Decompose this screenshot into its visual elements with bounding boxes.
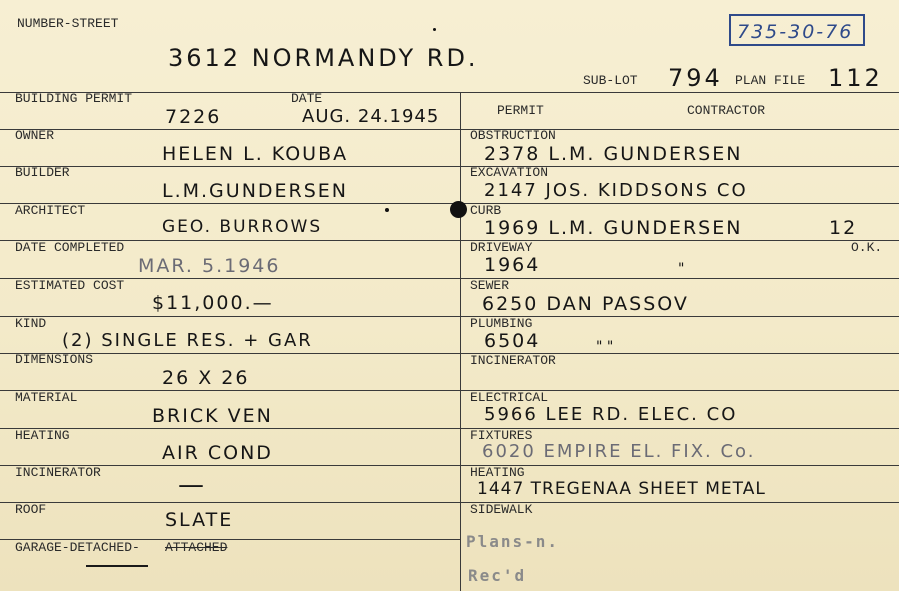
obstruction: 2378 L.M. GUNDERSEN bbox=[484, 143, 743, 165]
architect: GEO. BURROWS bbox=[162, 217, 323, 237]
kind-label: KIND bbox=[15, 316, 47, 331]
excavation-label: EXCAVATION bbox=[470, 165, 549, 180]
driveway: 1964 bbox=[484, 254, 541, 276]
material: BRICK VEN bbox=[152, 405, 273, 427]
architect-label: ARCHITECT bbox=[15, 203, 86, 218]
material-label: MATERIAL bbox=[15, 390, 78, 405]
garage-mark bbox=[86, 565, 148, 567]
garage-detached-label: GARAGE-DETACHED- bbox=[15, 540, 140, 555]
ink-speck bbox=[433, 28, 436, 31]
fixtures: 6020 EMPIRE EL. FIX. Co. bbox=[482, 441, 756, 462]
builder: L.M.GUNDERSEN bbox=[162, 180, 349, 202]
garage-attached-label: ATTACHED bbox=[165, 540, 228, 555]
roof: SLATE bbox=[165, 509, 234, 531]
plumbing: 6504 bbox=[484, 330, 541, 352]
rule bbox=[0, 316, 899, 317]
fixtures-label: FIXTURES bbox=[470, 428, 533, 443]
roof-label: ROOF bbox=[15, 502, 47, 517]
heating: AIR COND bbox=[162, 442, 273, 464]
electrical: 5966 LEE RD. ELEC. CO bbox=[484, 404, 738, 425]
recd-stamp: Rec'd bbox=[468, 566, 527, 585]
owner-label: OWNER bbox=[15, 128, 55, 143]
rule bbox=[0, 203, 899, 204]
sub-lot-label: SUB-LOT bbox=[583, 73, 638, 88]
rule bbox=[0, 278, 899, 279]
driveway-ditto: " bbox=[678, 261, 687, 277]
rule bbox=[0, 353, 899, 354]
heating-contractor: 1447 TREGENAA SHEET METAL bbox=[477, 479, 766, 499]
plans-stamp: Plans-n. bbox=[466, 532, 560, 551]
rule bbox=[0, 390, 899, 391]
address: 3612 NORMANDY RD. bbox=[168, 44, 479, 72]
permit-header: PERMIT bbox=[497, 103, 544, 118]
contractor-header: CONTRACTOR bbox=[687, 103, 766, 118]
obstruction-label: OBSTRUCTION bbox=[470, 128, 556, 143]
owner: HELEN L. KOUBA bbox=[162, 143, 349, 165]
curb-label: CURB bbox=[470, 203, 502, 218]
sewer: 6250 DAN PASSOV bbox=[482, 293, 689, 315]
permit-date: AUG. 24.1945 bbox=[302, 106, 440, 127]
sub-lot: 794 bbox=[668, 64, 723, 92]
dimensions: 26 X 26 bbox=[162, 367, 250, 389]
heating-right-label: HEATING bbox=[470, 465, 525, 480]
plumbing-label: PLUMBING bbox=[470, 316, 533, 331]
file-number: 735-30-76 bbox=[737, 21, 854, 43]
incinerator-right-label: INCINERATOR bbox=[470, 353, 556, 368]
date-completed: MAR. 5.1946 bbox=[138, 255, 281, 277]
driveway-label: DRIVEWAY bbox=[470, 240, 533, 255]
rule bbox=[0, 166, 899, 167]
plan-file-label: PLAN FILE bbox=[735, 73, 806, 88]
plumbing-ditto: " " bbox=[596, 339, 614, 355]
incinerator-label: INCINERATOR bbox=[15, 465, 101, 480]
punch-hole bbox=[450, 201, 467, 218]
column-divider bbox=[460, 92, 461, 591]
building-permit-label: BUILDING PERMIT bbox=[15, 91, 133, 106]
electrical-label: ELECTRICAL bbox=[470, 390, 549, 405]
date-completed-label: DATE COMPLETED bbox=[15, 240, 125, 255]
kind: (2) SINGLE RES. + GAR bbox=[62, 330, 313, 351]
curb: 1969 L.M. GUNDERSEN bbox=[484, 217, 743, 239]
plan-file: 112 bbox=[828, 64, 883, 92]
rule bbox=[0, 129, 899, 130]
excavation: 2147 JOS. KIDDSONS CO bbox=[484, 180, 748, 201]
heating-label: HEATING bbox=[15, 428, 70, 443]
curb-ok: O.K. bbox=[851, 240, 883, 255]
incinerator: — bbox=[178, 470, 204, 500]
sewer-label: SEWER bbox=[470, 278, 510, 293]
number-street-label: NUMBER-STREET bbox=[17, 16, 119, 31]
sidewalk-label: SIDEWALK bbox=[470, 502, 533, 517]
builder-label: BUILDER bbox=[15, 165, 70, 180]
rule bbox=[0, 240, 899, 241]
estimated-cost: $11,000.— bbox=[152, 292, 274, 314]
building-permit: 7226 bbox=[165, 106, 222, 128]
file-number-stamp bbox=[729, 14, 865, 46]
rule bbox=[0, 428, 899, 429]
curb-extra: 12 bbox=[829, 217, 858, 239]
rule bbox=[0, 502, 899, 503]
dimensions-label: DIMENSIONS bbox=[15, 352, 94, 367]
estimated-cost-label: ESTIMATED COST bbox=[15, 278, 125, 293]
rule bbox=[0, 465, 899, 466]
date-label: DATE bbox=[291, 91, 323, 106]
ink-speck bbox=[385, 208, 389, 212]
rule bbox=[0, 92, 899, 93]
